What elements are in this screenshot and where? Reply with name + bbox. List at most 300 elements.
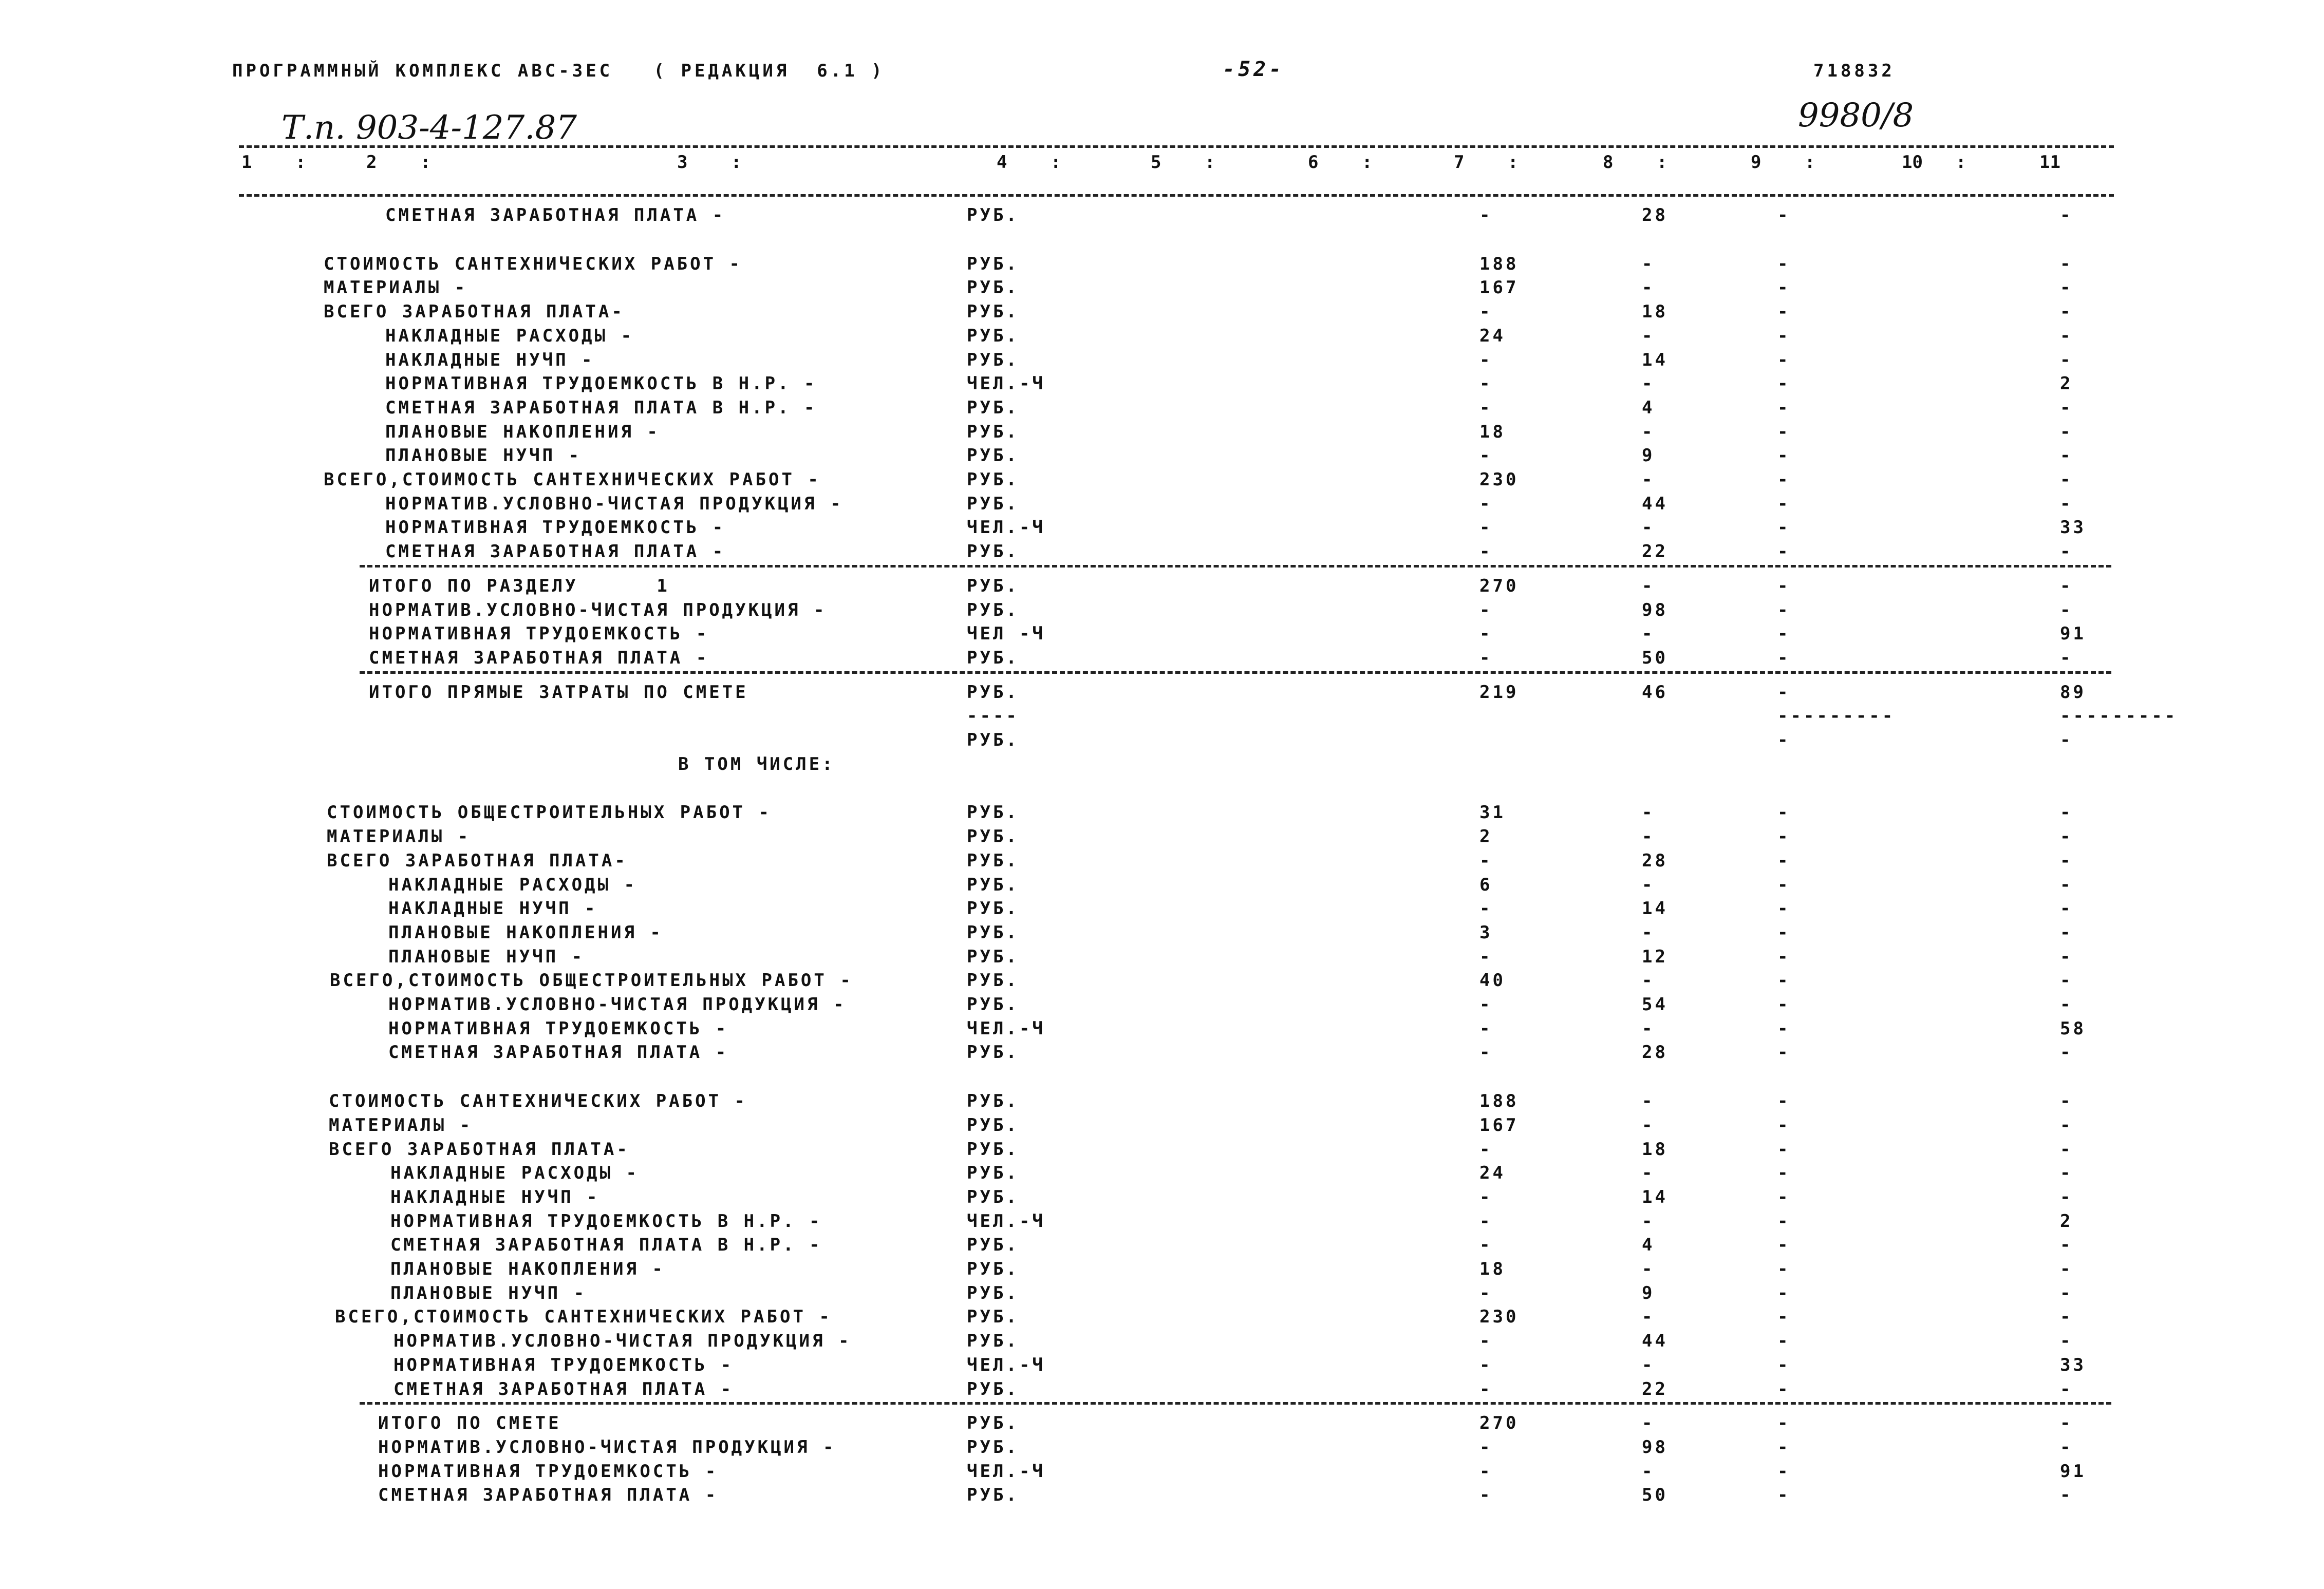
row-unit: ЧЕЛ.-Ч [967,517,1045,538]
column-number-1: 1 [241,152,252,173]
table-row [0,646,2324,670]
row-col8-value: - [1642,1018,1655,1039]
row-label: НАКЛАДНЫЕ НУЧП - [388,898,598,919]
column-separator: : [1205,152,1215,173]
row-col9-value: - [1777,850,1791,871]
table-row [0,1161,2324,1185]
row-col8-value: - [1642,575,1655,596]
row-label: ИТОГО ПО СМЕТЕ [378,1413,561,1434]
row-unit: РУБ. [967,599,1019,620]
row-col7-value: 270 [1479,1413,1519,1434]
row-col9-value: - [1777,517,1791,538]
row-col7-value: - [1479,1331,1493,1352]
column-separator: : [295,152,306,173]
row-col11-value: --------- [2060,706,2178,727]
row-unit: РУБ. [967,397,1019,418]
row-col9-value: - [1777,1485,1791,1506]
row-unit: РУБ. [967,1114,1019,1136]
row-col8-value: - [1642,517,1655,538]
row-col7-value: 230 [1479,1307,1519,1328]
row-col7-value: - [1479,647,1493,668]
row-col9-value: - [1777,1331,1791,1352]
row-col7-value: 167 [1479,277,1519,298]
row-col8-value: 28 [1642,1042,1668,1063]
row-label: ПЛАНОВЫЕ НАКОПЛЕНИЯ - [388,922,663,943]
row-unit: РУБ. [967,874,1019,895]
row-unit: РУБ. [967,1282,1019,1303]
table-row [0,1257,2324,1281]
row-col9-value: - [1777,373,1791,394]
row-col7-value: 18 [1479,421,1506,442]
section-rule [360,1402,2111,1405]
column-number-11: 11 [2039,152,2060,173]
row-label: НОРМАТИВНАЯ ТРУДОЕМКОСТЬ В Н.Р. - [390,1210,822,1232]
table-row [0,468,2324,491]
row-label: НОРМАТИВ.УСЛОВНО-ЧИСТАЯ ПРОДУКЦИЯ - [385,493,844,514]
row-col8-value: - [1642,277,1655,298]
table-row [0,1329,2324,1353]
row-label: СТОИМОСТЬ САНТЕХНИЧЕСКИХ РАБОТ - [329,1091,748,1112]
row-col9-value: - [1777,575,1791,596]
row-col9-value: - [1777,1282,1791,1303]
row-label: НОРМАТИВ.УСЛОВНО-ЧИСТАЯ ПРОДУКЦИЯ - [378,1436,836,1458]
row-label: НОРМАТИВНАЯ ТРУДОЕМКОСТЬ - [369,623,709,645]
row-col8-value: - [1642,1210,1655,1232]
row-col11-value: - [2060,1091,2073,1112]
table-row [0,921,2324,944]
row-col7-value: - [1479,349,1493,370]
row-label: ВСЕГО ЗАРАБОТНАЯ ПЛАТА- [324,301,625,323]
row-col7-value: 3 [1479,922,1493,943]
row-col7-value: 188 [1479,1091,1519,1112]
row-unit: РУБ. [967,469,1019,490]
row-col8-value: - [1642,826,1655,847]
table-row [0,849,2324,873]
table-row [0,598,2324,622]
row-col11-value: - [2060,277,2073,298]
row-col7-value: 24 [1479,1163,1506,1184]
row-unit: РУБ. [967,647,1019,668]
page-number: -52- [1223,58,1285,81]
row-col11-value: 2 [2060,1210,2073,1232]
row-col9-value: - [1777,922,1791,943]
table-row [0,444,2324,467]
table-row [0,1185,2324,1209]
row-col8-value: 9 [1642,445,1655,466]
row-unit: РУБ. [967,277,1019,298]
table-row [0,1138,2324,1161]
row-label: ПЛАНОВЫЕ НУЧП - [388,946,585,967]
row-unit: РУБ. [967,898,1019,919]
row-col11-value: - [2060,1139,2073,1160]
row-col11-value: - [2060,826,2073,847]
row-label: НАКЛАДНЫЕ НУЧП - [390,1186,600,1207]
row-col7-value: - [1479,445,1493,466]
row-label: НАКЛАДНЫЕ РАСХОДЫ - [385,325,634,346]
row-col11-value: - [2060,1378,2073,1399]
table-row [0,752,2324,776]
row-label: СМЕТНАЯ ЗАРАБОТНАЯ ПЛАТА - [393,1378,734,1399]
row-label: ВСЕГО,СТОИМОСТЬ САНТЕХНИЧЕСКИХ РАБОТ - [335,1307,832,1328]
row-unit: РУБ. [967,1259,1019,1279]
table-row [0,1305,2324,1329]
row-col11-value: - [2060,850,2073,871]
row-col8-value: - [1642,253,1655,274]
row-unit: РУБ. [967,1331,1019,1352]
row-unit: РУБ. [967,1307,1019,1328]
row-label: НОРМАТИВНАЯ ТРУДОЕМКОСТЬ - [378,1461,719,1482]
table-row [0,622,2324,646]
table-row [0,1353,2324,1377]
row-label: В ТОМ ЧИСЛЕ: [678,753,835,774]
row-col8-value: 98 [1642,1436,1668,1458]
row-unit: РУБ. [967,575,1019,596]
table-row [0,1089,2324,1113]
row-unit: РУБ. [967,850,1019,871]
row-unit: РУБ. [967,1091,1019,1112]
row-col11-value: - [2060,1186,2073,1207]
row-col8-value: 18 [1642,301,1668,323]
table-row [0,1460,2324,1483]
row-unit: РУБ. [967,1378,1019,1399]
row-col8-value: 14 [1642,898,1668,919]
row-col11-value: 91 [2060,1461,2086,1482]
row-label: ПЛАНОВЫЕ НУЧП - [385,445,582,466]
row-col7-value: - [1479,1139,1493,1160]
row-col9-value: - [1777,1163,1791,1184]
row-label: СМЕТНАЯ ЗАРАБОТНАЯ ПЛАТА - [378,1485,719,1506]
row-col9-value: - [1777,445,1791,466]
row-label: НОРМАТИВНАЯ ТРУДОЕМКОСТЬ В Н.Р. - [385,373,817,394]
column-separator: : [731,152,742,173]
table-row [0,574,2324,598]
row-col9-value: - [1777,421,1791,442]
column-number-3: 3 [677,152,688,173]
table-row [0,1017,2324,1041]
row-col7-value: - [1479,493,1493,514]
row-col7-value: 6 [1479,874,1493,895]
column-separator: : [1362,152,1373,173]
row-col9-value: - [1777,277,1791,298]
row-col8-value: 18 [1642,1139,1668,1160]
row-unit: РУБ. [967,802,1019,823]
row-col9-value: - [1777,1114,1791,1136]
table-row [0,801,2324,824]
row-col7-value: 18 [1479,1259,1506,1279]
table-row [0,1113,2324,1137]
table-row [0,969,2324,992]
table-row [0,1233,2324,1257]
column-separator: : [1657,152,1667,173]
row-col8-value: 22 [1642,541,1668,562]
row-unit: РУБ. [967,970,1019,991]
row-label: МАТЕРИАЛЫ - [327,826,471,847]
row-col9-value: - [1777,1436,1791,1458]
row-unit: РУБ. [967,730,1019,750]
row-unit: ЧЕЛ.-Ч [967,1018,1045,1039]
row-col7-value: - [1479,1235,1493,1256]
row-col9-value: - [1777,874,1791,895]
row-col8-value: - [1642,1091,1655,1112]
table-row [0,276,2324,299]
row-col9-value: - [1777,946,1791,967]
row-unit: РУБ. [967,205,1019,225]
row-col11-value: - [2060,1485,2073,1506]
table-row [0,728,2324,752]
row-label: ПЛАНОВЫЕ НАКОПЛЕНИЯ - [390,1259,665,1279]
table-row [0,945,2324,969]
table-row [0,1435,2324,1459]
row-col9-value: - [1777,397,1791,418]
row-col7-value: - [1479,205,1493,225]
row-unit: РУБ. [967,1436,1019,1458]
row-unit: РУБ. [967,1139,1019,1160]
row-col9-value: - [1777,623,1791,645]
table-row [0,516,2324,539]
row-unit: РУБ. [967,946,1019,967]
row-col7-value: - [1479,1436,1493,1458]
row-col9-value: - [1777,1461,1791,1482]
row-unit: РУБ. [967,1186,1019,1207]
project-code-handwritten: Т.п. 903-4-127.87 [282,109,577,147]
row-col9-value: - [1777,1354,1791,1375]
row-col7-value: 24 [1479,325,1506,346]
row-col8-value: 22 [1642,1378,1668,1399]
row-col11-value: - [2060,1114,2073,1136]
row-label: МАТЕРИАЛЫ - [324,277,468,298]
row-col8-value: - [1642,970,1655,991]
row-label: НАКЛАДНЫЕ НУЧП - [385,349,595,370]
column-number-5: 5 [1151,152,1161,173]
row-col8-value: - [1642,1163,1655,1184]
row-label: СМЕТНАЯ ЗАРАБОТНАЯ ПЛАТА - [388,1042,729,1063]
row-col9-value: - [1777,1210,1791,1232]
row-unit: РУБ. [967,682,1019,703]
row-col9-value: - [1777,1259,1791,1279]
row-col11-value: - [2060,1235,2073,1256]
row-unit: РУБ. [967,826,1019,847]
row-col8-value: 28 [1642,205,1668,225]
row-col9-value: - [1777,493,1791,514]
row-col9-value: - [1777,826,1791,847]
row-col11-value: - [2060,325,2073,346]
row-col9-value: - [1777,599,1791,620]
row-col7-value: - [1479,373,1493,394]
row-col9-value: - [1777,1139,1791,1160]
column-number-7: 7 [1454,152,1465,173]
row-label: ВСЕГО,СТОИМОСТЬ САНТЕХНИЧЕСКИХ РАБОТ - [324,469,821,490]
row-col11-value: 91 [2060,623,2086,645]
row-label: СМЕТНАЯ ЗАРАБОТНАЯ ПЛАТА В Н.Р. - [390,1235,822,1256]
table-row [0,324,2324,348]
row-unit: ЧЕЛ.-Ч [967,1461,1045,1482]
row-col7-value: - [1479,599,1493,620]
row-col11-value: 2 [2060,373,2073,394]
column-number-4: 4 [997,152,1007,173]
row-col11-value: - [2060,970,2073,991]
row-col11-value: - [2060,349,2073,370]
table-row [0,420,2324,444]
row-col11-value: - [2060,1042,2073,1063]
row-col7-value: - [1479,1485,1493,1506]
row-col7-value: - [1479,1018,1493,1039]
row-col7-value: 270 [1479,575,1519,596]
row-col8-value: 4 [1642,397,1655,418]
row-label: НОРМАТИВНАЯ ТРУДОЕМКОСТЬ - [385,517,726,538]
row-col9-value: - [1777,647,1791,668]
row-col7-value: 167 [1479,1114,1519,1136]
table-row [0,396,2324,420]
row-unit: РУБ. [967,1413,1019,1434]
row-col9-value: - [1777,1307,1791,1328]
row-col8-value: - [1642,802,1655,823]
row-label: СТОИМОСТЬ САНТЕХНИЧЕСКИХ РАБОТ - [324,253,743,274]
row-unit: РУБ. [967,1042,1019,1063]
row-label: СМЕТНАЯ ЗАРАБОТНАЯ ПЛАТА - [385,205,726,225]
row-col7-value: - [1479,301,1493,323]
row-col9-value: - [1777,325,1791,346]
row-label: ИТОГО ПО РАЗДЕЛУ 1 [369,575,670,596]
row-col9-value: - [1777,682,1791,703]
table-row [0,540,2324,563]
row-label: НАКЛАДНЫЕ РАСХОДЫ - [390,1163,639,1184]
row-col11-value: 89 [2060,682,2086,703]
row-col8-value: - [1642,1307,1655,1328]
row-col7-value: - [1479,1282,1493,1303]
row-col8-value: 12 [1642,946,1668,967]
table-row [0,1041,2324,1064]
row-col11-value: - [2060,445,2073,466]
row-col8-value: - [1642,469,1655,490]
row-col7-value: - [1479,898,1493,919]
row-unit: ---- [967,706,1019,727]
row-col9-value: - [1777,1378,1791,1399]
table-row [0,1411,2324,1435]
row-col7-value: - [1479,1354,1493,1375]
row-label: НОРМАТИВ.УСЛОВНО-ЧИСТАЯ ПРОДУКЦИЯ - [369,599,827,620]
row-col9-value: --------- [1777,706,1896,727]
table-row [0,300,2324,324]
row-col9-value: - [1777,349,1791,370]
column-number-10: 10 [1902,152,1923,173]
row-unit: ЧЕЛ -Ч [967,623,1045,645]
row-col7-value: - [1479,850,1493,871]
table-row [0,492,2324,516]
table-row [0,348,2324,372]
row-col7-value: - [1479,623,1493,645]
row-col11-value: - [2060,301,2073,323]
table-row [0,993,2324,1016]
row-col11-value: - [2060,421,2073,442]
row-col11-value: - [2060,946,2073,967]
row-label: НОРМАТИВ.УСЛОВНО-ЧИСТАЯ ПРОДУКЦИЯ - [393,1331,852,1352]
row-col11-value: - [2060,469,2073,490]
row-col11-value: - [2060,1307,2073,1328]
row-col8-value: - [1642,1354,1655,1375]
row-col9-value: - [1777,970,1791,991]
row-label: ПЛАНОВЫЕ НУЧП - [390,1282,587,1303]
row-col11-value: 58 [2060,1018,2086,1039]
row-label: ИТОГО ПРЯМЫЕ ЗАТРАТЫ ПО СМЕТЕ [369,682,748,703]
row-col8-value: - [1642,1413,1655,1434]
document-code: 718832 [1813,61,1895,81]
row-col9-value: - [1777,1091,1791,1112]
row-label: НОРМАТИВНАЯ ТРУДОЕМКОСТЬ - [388,1018,729,1039]
program-header: ПРОГРАММНЫЙ КОМПЛЕКС АВС-3ЕС ( РЕДАКЦИЯ 6.1 ) [232,61,885,81]
row-col7-value: 219 [1479,682,1519,703]
row-label: СМЕТНАЯ ЗАРАБОТНАЯ ПЛАТА В Н.Р. - [385,397,817,418]
table-row [0,1209,2324,1233]
section-rule [360,565,2111,568]
row-unit: РУБ. [967,445,1019,466]
row-col8-value: 28 [1642,850,1668,871]
row-unit: РУБ. [967,1163,1019,1184]
column-separator: : [1956,152,1966,173]
row-col9-value: - [1777,898,1791,919]
row-col11-value: - [2060,994,2073,1015]
row-col8-value: 44 [1642,493,1668,514]
row-label: НОРМАТИВ.УСЛОВНО-ЧИСТАЯ ПРОДУКЦИЯ - [388,994,847,1015]
row-col8-value: - [1642,874,1655,895]
row-label: НАКЛАДНЫЕ РАСХОДЫ - [388,874,637,895]
row-col8-value: 44 [1642,1331,1668,1352]
row-col9-value: - [1777,253,1791,274]
row-col7-value: - [1479,1042,1493,1063]
row-unit: РУБ. [967,1485,1019,1506]
row-col9-value: - [1777,541,1791,562]
row-col11-value: - [2060,922,2073,943]
row-col7-value: - [1479,1210,1493,1232]
table-row [0,203,2324,227]
row-col11-value: 33 [2060,1354,2086,1375]
column-number-9: 9 [1751,152,1761,173]
row-col8-value: - [1642,421,1655,442]
row-unit: РУБ. [967,421,1019,442]
row-col11-value: - [2060,397,2073,418]
row-col9-value: - [1777,1042,1791,1063]
table-row [0,680,2324,704]
row-unit: РУБ. [967,301,1019,323]
row-col7-value: - [1479,541,1493,562]
row-label: СТОИМОСТЬ ОБЩЕСТРОИТЕЛЬНЫХ РАБОТ - [327,802,772,823]
section-rule [360,671,2111,674]
row-col7-value: - [1479,397,1493,418]
row-col11-value: - [2060,541,2073,562]
row-unit: РУБ. [967,493,1019,514]
row-col8-value: - [1642,1259,1655,1279]
row-col8-value: - [1642,325,1655,346]
row-col9-value: - [1777,994,1791,1015]
row-col8-value: 4 [1642,1235,1655,1256]
row-col7-value: 2 [1479,826,1493,847]
table-row [0,1281,2324,1305]
row-col9-value: - [1777,802,1791,823]
row-col7-value: - [1479,517,1493,538]
row-col8-value: 98 [1642,599,1668,620]
row-col9-value: - [1777,205,1791,225]
row-label: ПЛАНОВЫЕ НАКОПЛЕНИЯ - [385,421,660,442]
row-col9-value: - [1777,301,1791,323]
row-col11-value: - [2060,730,2073,750]
row-col11-value: - [2060,1282,2073,1303]
row-col7-value: - [1479,1461,1493,1482]
row-col11-value: - [2060,253,2073,274]
row-col9-value: - [1777,1186,1791,1207]
table-row [0,897,2324,920]
row-col11-value: - [2060,599,2073,620]
row-col8-value: 14 [1642,349,1668,370]
row-col8-value: 54 [1642,994,1668,1015]
